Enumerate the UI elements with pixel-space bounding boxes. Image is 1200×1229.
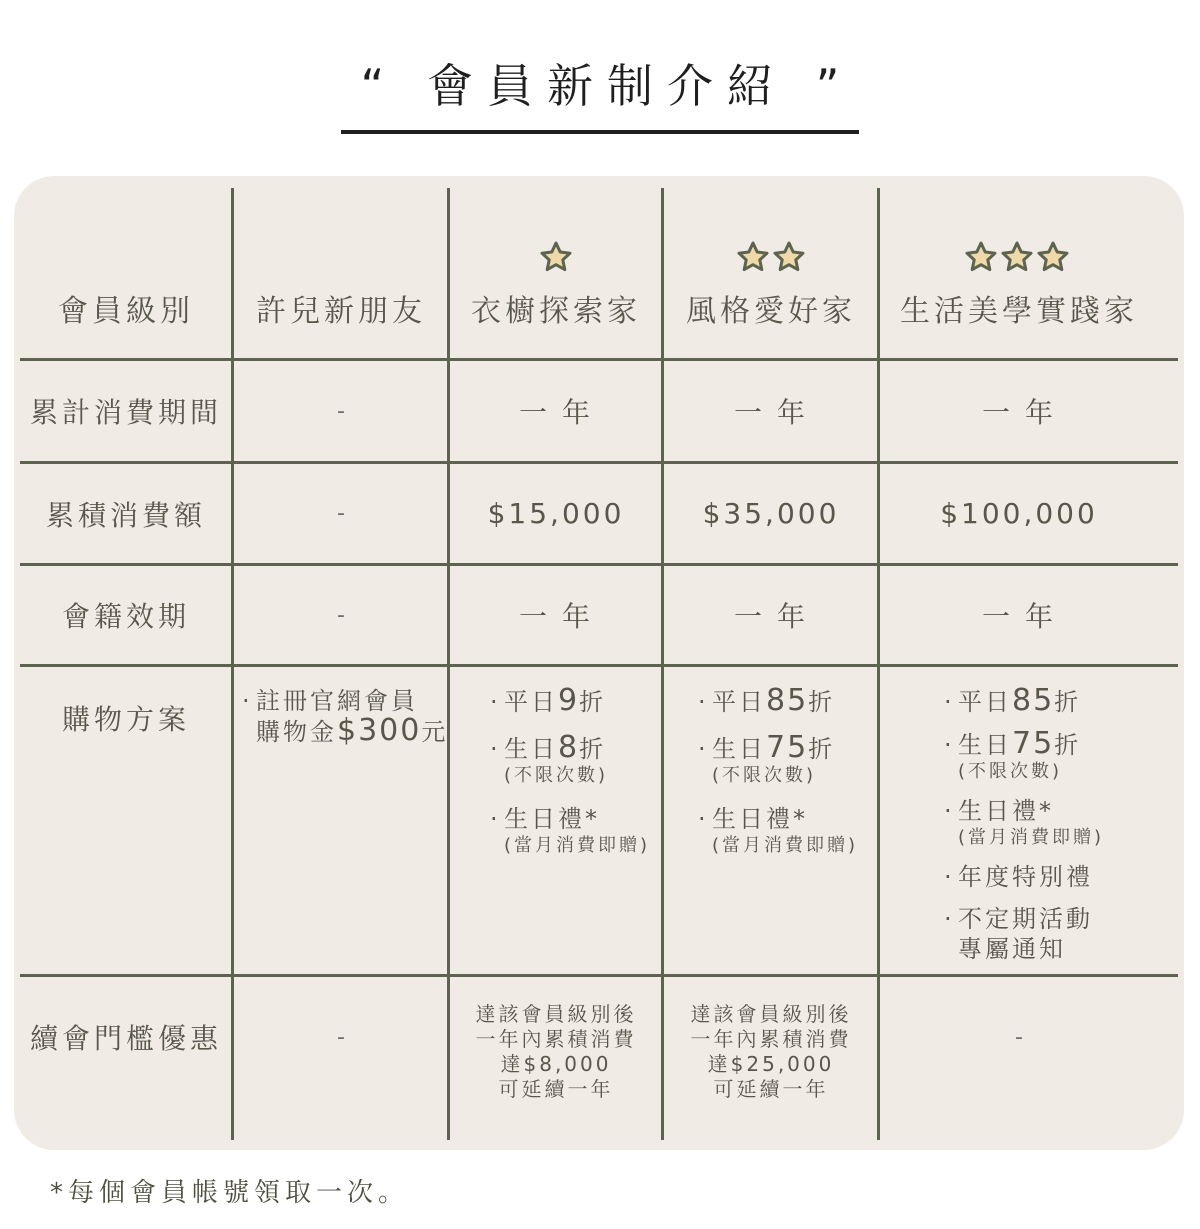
renewal-value-1: 達該會員級別後 一年內累積消費 達$8,000 可延續一年: [475, 1002, 637, 1101]
row-label-amount: 累積消費額: [45, 498, 206, 532]
period-value-3: 一 年: [982, 396, 1056, 429]
row-label-period: 累計消費期間: [29, 396, 222, 429]
renewal-value-2: 達該會員級別後 一年內累積消費 達$25,000 可延續一年: [690, 1002, 852, 1101]
plan-item: · 生日禮*: [698, 805, 808, 833]
period-value-2: 一 年: [734, 396, 808, 429]
tier-stars-3: [880, 240, 1154, 274]
row-label-plan: 購物方案: [61, 703, 190, 736]
amount-value-0: -: [337, 501, 345, 526]
star-icon: [1036, 240, 1070, 274]
period-value-0: -: [337, 398, 345, 424]
plan-item: · 生日禮*: [944, 797, 1054, 825]
plan-item: 專屬通知: [958, 935, 1066, 963]
plan-item: · 年度特別禮: [944, 863, 1093, 891]
title-wrap: [0, 50, 1200, 134]
star-icon: [964, 240, 998, 274]
plan-item: · 平日85折: [698, 683, 836, 718]
star-icon: [1000, 240, 1034, 274]
plan-item: · 註冊官網會員: [242, 687, 418, 715]
plan-tier-2: [698, 683, 859, 858]
plan-note: (不限次數): [712, 765, 817, 786]
plan-item: · 生日75折: [944, 726, 1082, 761]
plan-item: · 生日8折: [490, 730, 607, 765]
page-title: “ 會員新制介紹 ”: [341, 50, 860, 134]
plan-note: (不限次數): [958, 761, 1063, 782]
plan-item: 購物金$300元: [256, 713, 449, 748]
validity-value-0: -: [337, 602, 345, 628]
validity-value-1: 一 年: [519, 600, 593, 633]
amount-value-1: $15,000: [487, 497, 625, 530]
footnote: *每個會員帳號領取一次。: [50, 1178, 410, 1208]
plan-item: · 生日禮*: [490, 805, 600, 833]
star-icon: [772, 240, 806, 274]
tier-name-2: 風格愛好家: [686, 294, 856, 329]
grid-divider: [20, 664, 1178, 667]
plan-item: · 平日85折: [944, 683, 1082, 718]
tier-stars-2: [664, 240, 878, 274]
tier-name-3: 生活美學實踐家: [900, 294, 1138, 329]
plan-tier-1: [490, 683, 651, 858]
validity-value-2: 一 年: [734, 600, 808, 633]
star-icon: [736, 240, 770, 274]
period-value-1: 一 年: [519, 396, 593, 429]
tier-name-0: 許兒新朋友: [256, 294, 426, 329]
plan-item: · 不定期活動: [944, 905, 1093, 933]
renewal-value-3: -: [1015, 1024, 1023, 1050]
plan-tier-0: [242, 686, 448, 747]
plan-item: · 平日9折: [490, 683, 607, 718]
plan-note: (當月消費即贈): [504, 835, 651, 856]
plan-tier-3: [944, 683, 1105, 964]
amount-value-3: $100,000: [940, 497, 1098, 530]
validity-value-3: 一 年: [982, 600, 1056, 633]
star-icon: [539, 240, 573, 274]
renewal-value-0: -: [337, 1024, 345, 1050]
amount-value-2: $35,000: [702, 497, 840, 530]
plan-note: (當月消費即贈): [712, 835, 859, 856]
row-label-renewal: 續會門檻優惠: [29, 1022, 222, 1055]
plan-note: (不限次數): [504, 765, 609, 786]
plan-note: (當月消費即贈): [958, 827, 1105, 848]
plan-item: · 生日75折: [698, 730, 836, 765]
header-label: 會員級別: [58, 294, 194, 329]
tier-name-1: 衣櫥探索家: [471, 294, 641, 329]
tier-stars-1: [450, 240, 662, 274]
row-label-validity: 會籍效期: [61, 600, 190, 633]
